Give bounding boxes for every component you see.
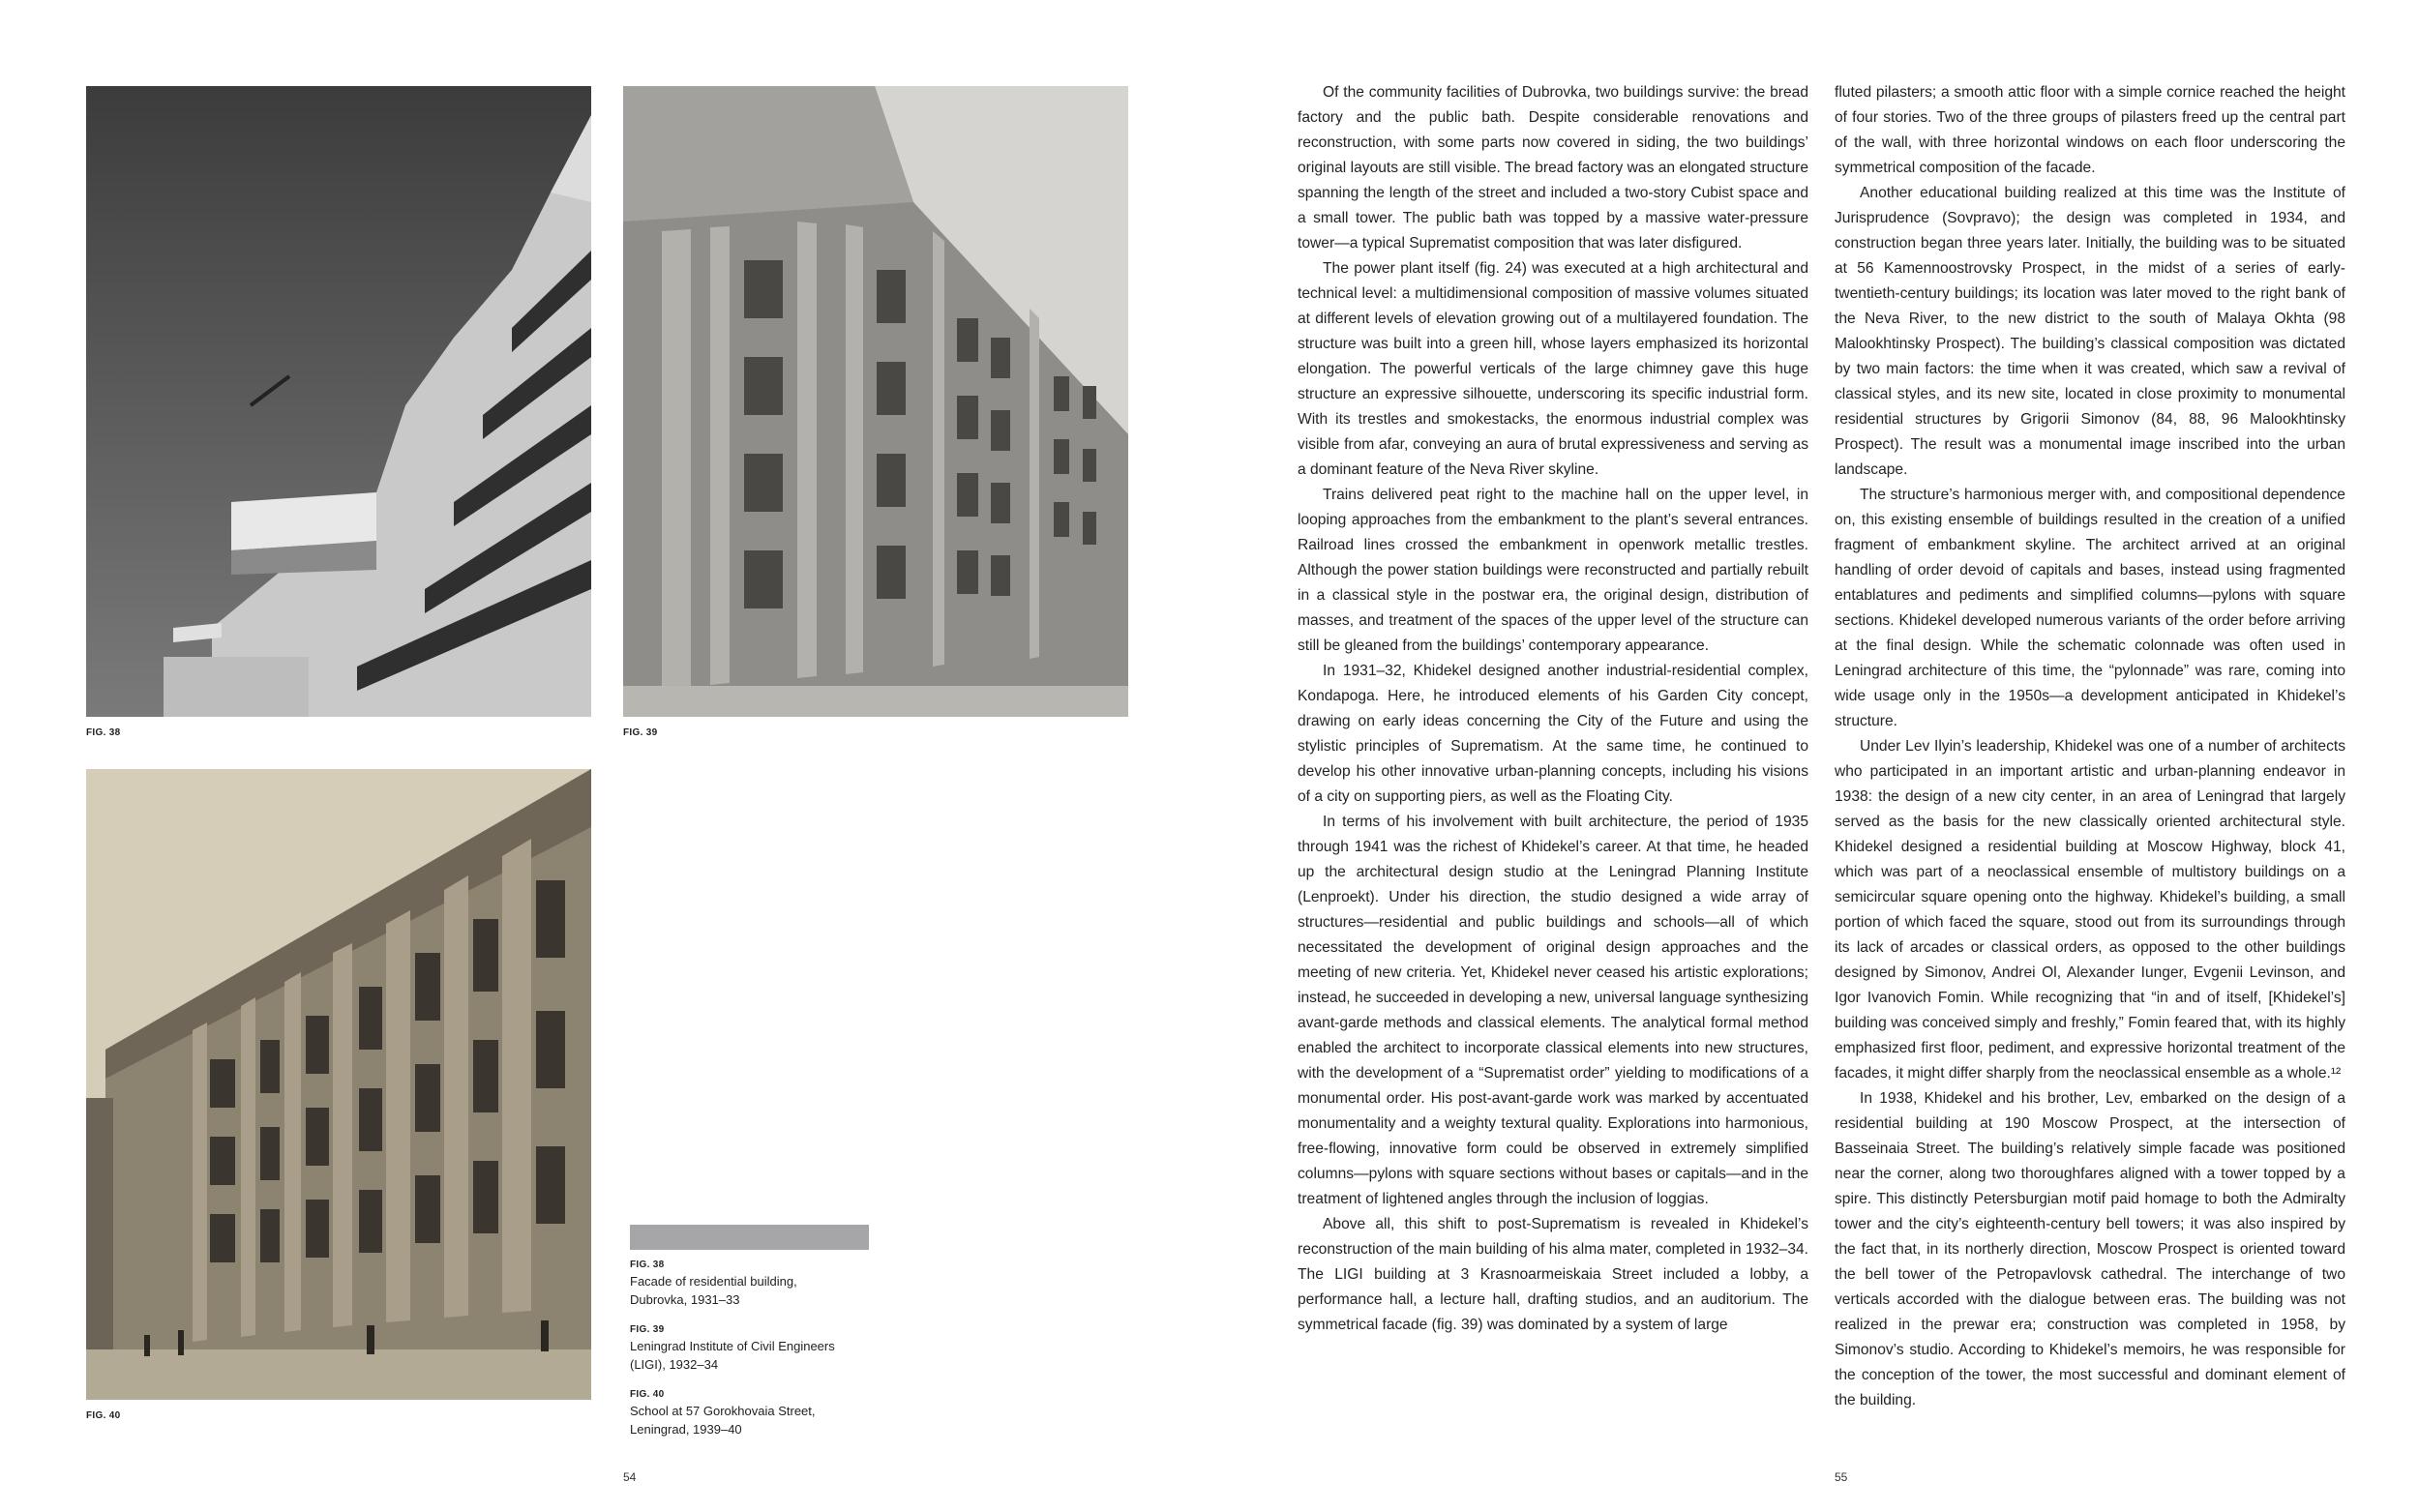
- paragraph: Of the community facilities of Dubrovka, two buildings survive: the bread factory and the public bath. Despite considerable renovations and reconstruction, with some parts now covered in siding, the two buildings’ original layouts are still visible. The bread factory was an elongated structure spanning the length of the street and included a two-story Cubist space and a small tower. The public bath was topped by a massive water-pressure tower—a typical Suprematist composition that was later disfigured.: [1298, 84, 1808, 252]
- fig-40-tag: FIG. 40: [86, 1410, 121, 1421]
- fig-39-photo: [623, 86, 1128, 717]
- paragraph: Trains delivered peat right to the machine hall on the upper level, in looping approaches from the embankment to the plant’s several entrances. Railroad lines crossed the embankment in openwork metallic trestles. Although the power station buildings were reconstructed and partially rebuilt in a classical style in the postwar era, the original design, distribution of masses, and treatment of the spaces of the upper level of the structure can still be gleaned from the buildings’ contemporary appearance.: [1298, 487, 1808, 654]
- fig-38-photo: [86, 86, 591, 717]
- fig-39-image: [623, 86, 1128, 717]
- page-number-right: 55: [1835, 1470, 1848, 1484]
- caption-fig-40: [630, 1387, 872, 1438]
- caption-label: FIG. 38: [630, 1260, 665, 1270]
- paragraph: In 1931–32, Khidekel designed another industrial-residential complex, Kondapoga. Here, he introduced elements of his Garden City concept, drawing on early ideas concerning the City of the Future and using the stylistic principles of Suprematism. At the same time, he continued to develop his other innovative urban-planning concepts, including his visions of a city on supporting piers, as well as the Floating City.: [1298, 663, 1808, 805]
- paragraph: In 1938, Khidekel and his brother, Lev, embarked on the design of a residential building at 190 Moscow Prospect, at the intersection of Basseinaia Street. The building’s relatively simple facade was positioned near the corner, along two thoroughfares aligned with a tower topped by a spire. This distinctly Petersburgian motif paid homage to both the Admiralty tower and the city’s eighteenth-century bell towers; it was also inspired by the fact that, in its northerly direction, Moscow Prospect is oriented toward the bell tower of the Petropavlovsk cathedral. The interchange of two verticals accorded with the dialogue between eras. The building was not realized in the prewar era; construction was completed in 1958, by Simonov’s studio. According to Khidekel’s memoirs, he was responsible for the conception of the tower, the most successful and dominant element of the building.: [1835, 1090, 2345, 1408]
- page-number-left: 54: [623, 1470, 637, 1484]
- caption-line: School at 57 Gorokhovaia Street,: [630, 1404, 816, 1418]
- caption-bar: [630, 1225, 869, 1250]
- paragraph: Another educational building realized at this time was the Institute of Jurisprudence (Sovpravo); the design was completed in 1934, and construction began three years later. Initially, the building was to be situated at 56 Kamennoostrovsky Prospect, in the midst of a series of early-twentieth-century buildings; its location was later moved to the right bank of the Neva River, to the new district to the south of Malaya Okhta (98 Malookhtinsky Prospect). The building’s classical composition was dictated by two main factors: the time when it was created, which saw a revival of classical styles, and its new site, located in close proximity to monumental residential structures by Grigorii Simonov (84, 88, 96 Malookhtinsky Prospect). The result was a monumental image inscribed into the urban landscape.: [1835, 185, 2345, 478]
- fig-38-image: [86, 86, 591, 717]
- captions: [630, 1258, 872, 1452]
- text-column-right: [1835, 80, 2345, 1413]
- caption-fig-38: [630, 1258, 872, 1309]
- caption-label: FIG. 40: [630, 1389, 665, 1400]
- text-column-left: [1298, 80, 1808, 1338]
- caption-line: Facade of residential building,: [630, 1274, 797, 1289]
- fig-38-tag: FIG. 38: [86, 727, 121, 738]
- fig-40-photo: [86, 769, 591, 1400]
- paragraph: The structure’s harmonious merger with, and compositional dependence on, this existing ensemble of buildings resulted in the creation of a unified fragment of embankment skyline. The architect arrived at an original handling of order devoid of capitals and bases, instead using fragmented entablatures and pediments and simplified columns—pylons with square sections. Khidekel developed numerous variants of the order before arriving at the final design. While the schematic colonnade was often used in Leningrad architecture of this time, the “pylonnade” was rare, coming into wide usage only in the 1950s—a development anticipated in Khidekel’s structure.: [1835, 487, 2345, 729]
- caption-line: (LIGI), 1932–34: [630, 1357, 719, 1372]
- paragraph: fluted pilasters; a smooth attic floor with a simple cornice reached the height of four stories. Two of the three groups of pilasters freed up the central part of the wall, with three horizontal windows on each floor underscoring the symmetrical composition of the facade.: [1835, 84, 2345, 176]
- fig-39-tag: FIG. 39: [623, 727, 658, 738]
- caption-label: FIG. 39: [630, 1324, 665, 1335]
- caption-line: Leningrad, 1939–40: [630, 1422, 742, 1437]
- paragraph: Under Lev Ilyin’s leadership, Khidekel was one of a number of architects who participated in an important artistic and urban-planning endeavor in 1938: the design of a new city center, in an area of Leningrad that largely served as the basis for the new classically oriented architectural style. Khidekel designed a residential building at Moscow Highway, block 41, which was part of a neoclassical ensemble of multistory buildings on a semicircular square opening onto the highway. Khidekel’s building, a small portion of which faced the square, stood out from its surroundings through its lack of arcades or classical orders, as opposed to the other buildings designed by Simonov, Andrei Ol, Alexander Iunger, Evgenii Levinson, and Igor Ivanovich Fomin. While recognizing that “in and of itself, [Khidekel’s] building was conceived simply and freshly,” Fomin feared that, with its highly emphasized first floor, pediment, and expressive horizontal treatment of the facades, it might differ sharply from the neoclassical ensemble as a whole.¹²: [1835, 738, 2345, 1082]
- paragraph: In terms of his involvement with built architecture, the period of 1935 through 1941 was the richest of Khidekel’s career. At that time, he headed up the architectural design studio at the Leningrad Planning Institute (Lenproekt). Under his direction, the studio designed a wide array of structures—residential and public buildings and schools—all of which necessitated the development of original design approaches and the meeting of new criteria. Yet, Khidekel never ceased his artistic explorations; instead, he succeeded in developing a new, universal language synthesizing avant-garde methods and classical elements. The analytical formal method enabled the architect to incorporate classical elements into new structures, with the development of a “Suprematist order” yielding to modifications of a monumental order. His post-avant-garde work was marked by accentuated monumentality and a weighty textural quality. Explorations into harmonious, free-flowing, innovative form could be observed in extremely simplified columns—pylons with square sections without bases or capitals—and in the treatment of lightened angles through the inclusion of loggias.: [1298, 814, 1808, 1207]
- fig-40-image: [86, 769, 591, 1400]
- caption-fig-39: [630, 1322, 872, 1374]
- paragraph: Above all, this shift to post-Suprematism is revealed in Khidekel’s reconstruction of the main building of his alma mater, completed in 1932–34. The LIGI building at 3 Krasnoarmeiskaia Street included a lobby, a performance hall, a lecture hall, drafting studios, and an auditorium. The symmetrical facade (fig. 39) was dominated by a system of large: [1298, 1216, 1808, 1333]
- caption-line: Dubrovka, 1931–33: [630, 1292, 740, 1307]
- paragraph: The power plant itself (fig. 24) was executed at a high architectural and technical level: a multidimensional composition of massive volumes situated at different levels of elevation growing out of a multilayered foundation. The structure was built into a green hill, whose layers emphasized its horizontal elongation. The powerful verticals of the large chimney gave this huge structure an expressive silhouette, underscoring its specific industrial form. With its trestles and smokestacks, the enormous industrial complex was visible from afar, conveying an aura of brutal expressiveness and serving as a dominant feature of the Neva River skyline.: [1298, 260, 1808, 478]
- caption-line: Leningrad Institute of Civil Engineers: [630, 1339, 835, 1353]
